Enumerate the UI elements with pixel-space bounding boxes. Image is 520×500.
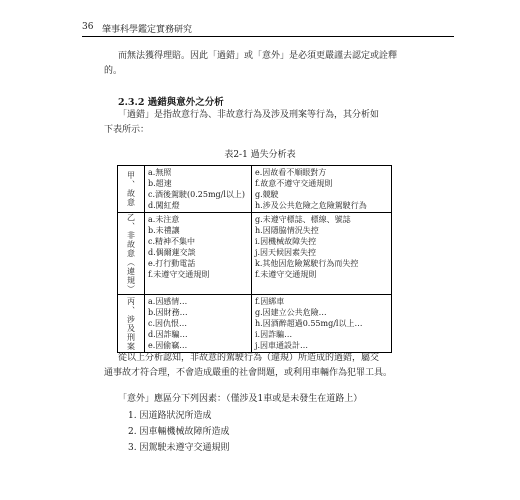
list-item: g.競駛 — [255, 190, 279, 199]
list-item: j.因車通設計… — [255, 341, 309, 350]
list-item: e.因故看不順眼對方 — [255, 168, 327, 177]
list-item: c.精神不集中 — [148, 237, 196, 246]
list-item: b.因財務… — [148, 308, 188, 317]
list-item: h.涉及公共危險之危險駕駛行為 — [255, 201, 367, 210]
row-label: 乙、非故意（違規） — [126, 213, 136, 294]
header-rule — [82, 36, 454, 37]
paragraph-2 — [104, 108, 470, 138]
list-item: d.因詐騙… — [148, 330, 188, 339]
list-item: f.因綁車 — [255, 297, 285, 306]
accident-factor-list — [128, 409, 229, 457]
list-item: f.故意不遵守交通規則 — [255, 179, 333, 188]
list-item: f.未遵守交通規則 — [148, 270, 210, 279]
list-item: d.偶爾蓮交談 — [148, 248, 196, 257]
table-row — [118, 295, 392, 353]
list-item: c.因仇恨… — [148, 319, 188, 328]
list-item: b.超速 — [148, 179, 172, 188]
list-item: b.未禮讓 — [148, 226, 180, 235]
section-heading: 2.3.2 過錯與意外之分析 — [118, 97, 224, 108]
row-label-cell — [118, 166, 145, 213]
list-item: e.打行動電話 — [148, 259, 196, 268]
list-item: k.其他因危險駕駛行為而失控 — [255, 259, 359, 268]
left-items-cell — [145, 295, 252, 353]
list-item: 1. 因道路狀況所造成 — [128, 411, 212, 421]
fault-analysis-table — [117, 165, 392, 353]
list-item: h.因隱脇情況失控 — [255, 226, 319, 235]
list-item: f.未遵守交通規則 — [255, 270, 317, 279]
book-title: 肇事科學鑑定實務研究 — [102, 25, 193, 35]
list-item: g.因建立公共危險… — [255, 308, 327, 317]
paragraph-2-line-2: 下表所示： — [104, 125, 150, 135]
table-caption: 表2-1 過失分析表 — [224, 150, 296, 160]
paragraph-2-line-1: 「過錯」是指故意行為、非故意行為及涉及刑案等行為，其分析如 — [118, 110, 380, 120]
list-item: a.無照 — [148, 168, 172, 177]
list-item: h.因酒醉超過0.55mg/l以上… — [255, 319, 363, 328]
list-item: a.未注意 — [148, 215, 180, 224]
row-label-cell — [118, 295, 145, 353]
paragraph-3 — [104, 351, 470, 381]
list-item: d.闖紅燈 — [148, 201, 180, 210]
row-label-cell — [118, 213, 145, 295]
paragraph-1-line-1: 而無法獲得理賠。因此「過錯」或「意外」是必須更嚴謹去認定或詮釋 — [118, 51, 398, 61]
row-label: 丙、涉及刑案 — [126, 296, 136, 351]
list-item: a.因感情… — [148, 297, 188, 306]
list-item: i.因機械故障失控 — [255, 237, 317, 246]
right-items-cell — [252, 166, 392, 213]
paragraph-4 — [118, 392, 470, 407]
paragraph-1 — [104, 49, 470, 79]
right-items-cell — [252, 213, 392, 295]
row-label: 甲、故意 — [126, 171, 136, 207]
list-item: 3. 因駕駛未遵守交通規則 — [128, 443, 230, 453]
paragraph-1-line-2: 的。 — [104, 66, 123, 76]
list-item: 2. 因車輛機械故障所造成 — [128, 427, 230, 437]
table-row — [118, 166, 392, 213]
list-item: e.因偷竊… — [148, 341, 188, 350]
left-items-cell — [145, 213, 252, 295]
list-item: g.未遵守標誌、標線、號誌 — [255, 215, 351, 224]
paragraph-3-line-2: 通事故才符合理，不會造成嚴重的社會問題，或利用車輛作為犯罪工具。 — [104, 368, 393, 378]
left-items-cell — [145, 166, 252, 213]
page-number: 36 — [82, 22, 94, 32]
table-row — [118, 213, 392, 295]
list-item: c.酒後駕駛(0.25mg/l以上) — [148, 190, 246, 199]
page-header — [82, 22, 452, 36]
right-items-cell — [252, 295, 392, 353]
paragraph-4-line-1: 「意外」應區分下列因素：（僅涉及1車或是未發生在道路上） — [118, 394, 363, 404]
list-item: j.因天候因素失控 — [255, 248, 317, 257]
paragraph-3-line-1: 從以上分析認知，非故意的駕駛行為（違規）所造成的過錯，屬交 — [118, 353, 380, 363]
list-item: i.因詐騙… — [255, 330, 293, 339]
